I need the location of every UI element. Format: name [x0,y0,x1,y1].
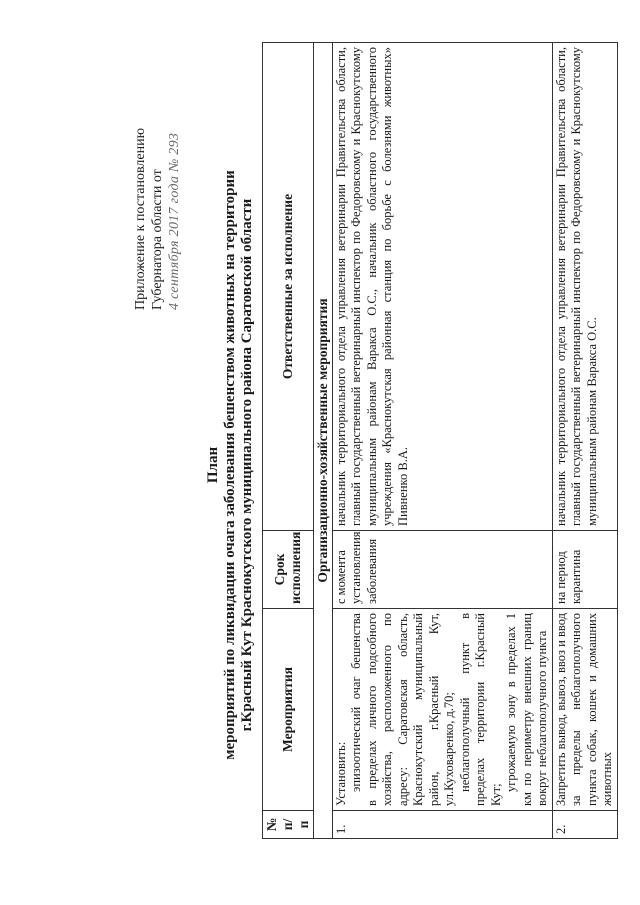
plan-table [262,42,618,839]
table-row [552,43,617,839]
row-1-measures-p2: неблагополучный пункт в пределах территории г.Красный Кут; [457,613,503,806]
title-line-3: г.Красный Кут Краснокутского муниципального района Саратовской области [239,198,255,732]
row-2-num: 2. [552,811,617,839]
section-row [314,43,333,839]
document-title [205,85,256,845]
appendix-note [132,80,183,310]
table-header-row [263,43,314,839]
appendix-date-stamp: 4 сентября 2017 года № 293 [167,132,182,310]
header-responsible: Ответственные за исполнение [263,43,314,531]
appendix-line-1: Приложение к постановлению [133,127,148,310]
row-2-responsible: начальник территориального отдела управления ветеринарии Правительства области, главный государственный ветеринарный инспектор по Федоровскому и Краснокутскому муниципальным районам Варакса О.С. [552,43,617,531]
row-2-measures: Запретить вывод, вывоз, ввоз и ввод за пределы неблагополучного пункта собак, кошек и домашних животных [552,609,617,811]
row-1-num: 1. [332,811,552,839]
section-title: Организационно-хозяйственные мероприятия [314,43,333,839]
header-term: Срок исполнения [263,531,314,609]
row-1-measures-p1: эпизоотический очаг бешенства в пределах личного подсобного хозяйства, расположенного по адресу: Саратовская область, Краснокутский муниципальный район, г.Красный Кут, ул.Куховаренко, д.70; [349,613,456,806]
title-line-1: План [205,446,221,484]
row-1-measures-intro: Установить: [333,741,348,806]
row-2-term: на период карантина [552,531,617,609]
row-1-measures [332,609,552,811]
row-1-measures-p3: угрожаемую зону в пределах 1 км по периметру внешних границ вокруг неблагополучного пункта [504,613,549,806]
table-row [332,43,552,839]
header-measures: Мероприятия [263,609,314,811]
appendix-line-2: Губернатора области от [150,169,165,310]
row-1-responsible: начальник территориального отдела управления ветеринарии Правительства области, главный государственный ветеринарный инспектор по Федоровскому и Краснокутскому муниципальным районам Варакса О.С., начальник областного государственного учреждения «Краснокутская районная станция по борьбе с болезнями животных» Пивненко В.А. [332,43,552,531]
row-1-term: с момента установления заболевания [332,531,552,609]
title-line-2: мероприятий по ликвидации очага заболевания бешенством животных на территории [222,170,238,760]
header-num: № п/п [263,811,314,839]
